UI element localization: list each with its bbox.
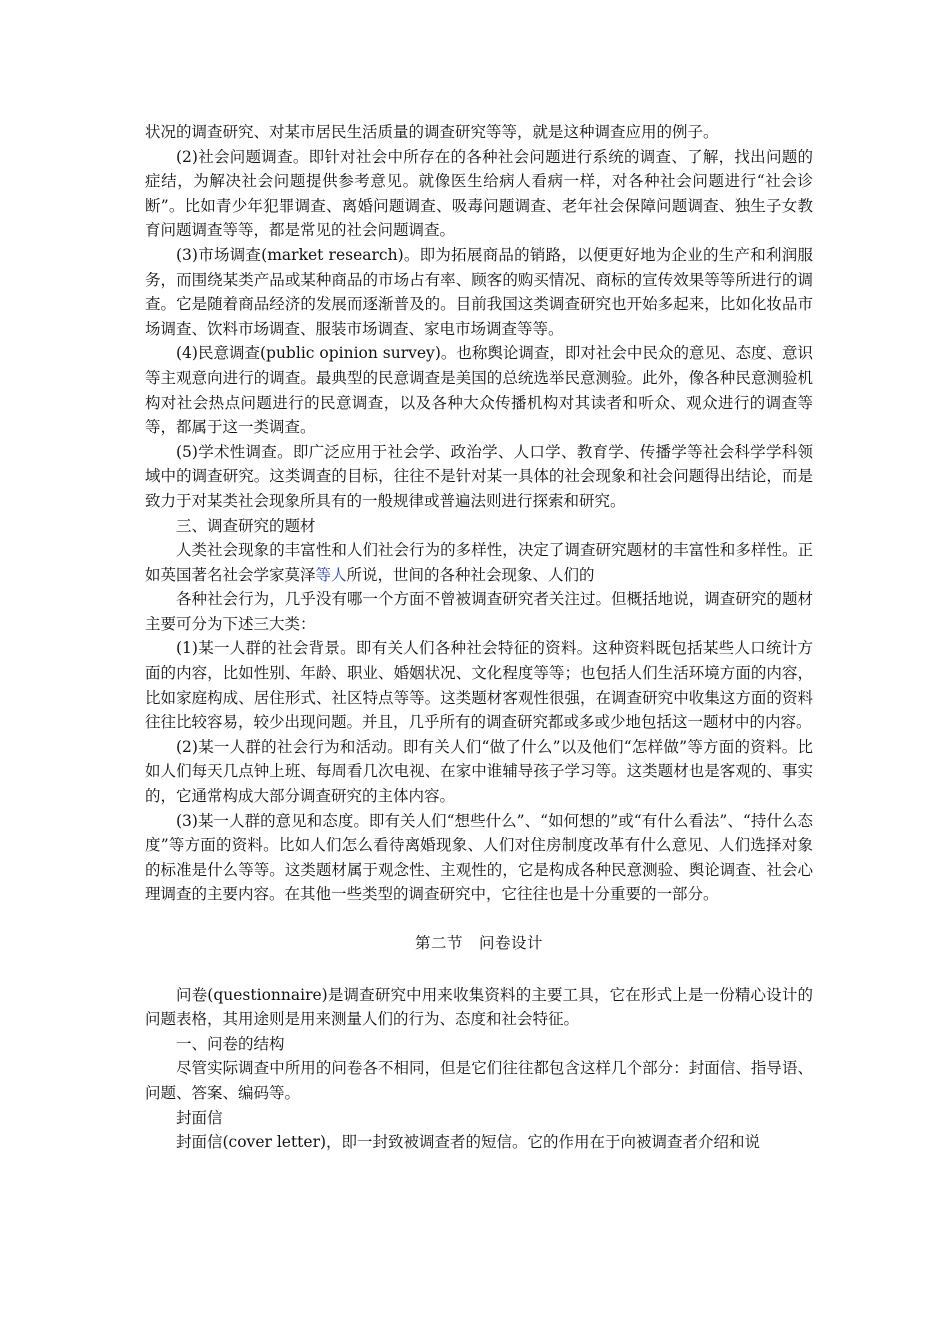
paragraph-intro-continued: 状况的调查研究、对某市居民生活质量的调查研究等等，就是这种调查应用的例子。	[145, 123, 719, 141]
heading-survey-topics: 三、调查研究的题材	[176, 516, 316, 535]
paragraph-topic-diversity-before: 人类社会现象的丰富性和人们社会行为的多样性，决定了调查研究题材的丰富性和多样性。正如英国著名社会学家莫泽	[145, 541, 813, 584]
paragraph-cover-letter: 封面信(cover letter)，即一封致被调查者的短信。它的作用在于向被调查者介绍和说	[176, 1133, 761, 1152]
paragraph-academic-survey: (5)学术性调查。即广泛应用于社会学、政治学、人口学、教育学、传播学等社会科学学科领域中的调查研究。这类调查的目标，往往不是针对某一具体的社会现象和社会问题得出结论，而是致力于对某类社会现象所具有的一般规律或普遍法则进行探索和研究。	[145, 442, 813, 510]
paragraph-public-opinion-survey: (4)民意调查(public opinion survey)。也称舆论调查，即对社会中民众的意见、态度、意识等主观意向进行的调查。最典型的民意调查是美国的总统选举民意测验。此外，像各种民意测验机构对社会热点问题进行的民意调查，以及各种大众传播机构对其读者和听众、观众进行的调查等等，都属于这一类调查。	[145, 344, 813, 437]
paragraph-questionnaire-definition: 问卷(questionnaire)是调查研究中用来收集资料的主要工具，它在形式上是一份精心设计的问题表格，其用途则是用来测量人们的行为、态度和社会特征。	[145, 985, 813, 1029]
paragraph-topic-diversity-after: 所说，世间的各种社会现象、人们的	[346, 565, 595, 584]
link-deng-ren[interactable]: 等人	[315, 565, 347, 584]
paragraph-social-behavior: (2)某一人群的社会行为和活动。即有关人们“做了什么”以及他们“怎样做”等方面的资料。比如人们每天几点钟上班、每周看几次电视、在家中谁辅导孩子学习等。这类题材也是客观的、事实的，它通常构成大部分调查研究的主体内容。	[145, 737, 813, 806]
paragraph-questionnaire-parts: 尽管实际调查中所用的问卷各不相同，但是它们往往都包含这样几个部分：封面信、指导语、问题、答案、编码等。	[145, 1059, 813, 1102]
paragraph-market-research: (3)市场调查(market research)。即为拓展商品的销路，以便更好地为企业的生产和利润服务，而围绕某类产品或某种商品的市场占有率、顾客的购买情况、商标的宣传效果等等所进行的调查。它是随着商品经济的发展而逐渐普及的。目前我国这类调查研究也开始多起来，比如化妆品市场调查、饮料市场调查、服装市场调查、家电市场调查等等。	[145, 245, 813, 338]
paragraph-opinions-attitudes: (3)某一人群的意见和态度。即有关人们“想些什么”、“如何想的”或“有什么看法”、“持什么态度”等方面的资料。比如人们怎么看待离婚现象、人们对住房制度改革有什么意见、人们选择对象的标准是什么等等。这类题材属于观念性、主观性的，它是构成各种民意测验、舆论调查、社会心理调查的主要内容。在其他一些类型的调查研究中，它往往也是十分重要的一部分。	[145, 811, 813, 904]
paragraph-social-problem-survey: (2)社会问题调查。即针对社会中所存在的各种社会问题进行系统的调查、了解，找出问题的症结，为解决社会问题提供参考意见。就像医生给病人看病一样，对各种社会问题进行“社会诊断”。比如青少年犯罪调查、离婚问题调查、吸毒问题调查、老年社会保障问题调查、独生子女教育问题调查等等，都是常见的社会问题调查。	[145, 147, 813, 240]
section-title: 第二节 问卷设计	[414, 934, 543, 952]
paragraph-topic-diversity	[145, 538, 813, 587]
paragraph-topic-categories: 各种社会行为，几乎没有哪一个方面不曾被调查研究者关注过。但概括地说，调查研究的题材主要可分为下述三大类：	[145, 590, 813, 633]
heading-cover-letter: 封面信	[176, 1108, 223, 1127]
document-body	[145, 120, 813, 1155]
paragraph-social-background: (1)某一人群的社会背景。即有关人们各种社会特征的资料。这种资料既包括某些人口统计方面的内容，比如性别、年龄、职业、婚姻状况、文化程度等等；也包括人们生活环境方面的内容，比如家庭构成、居住形式、社区特点等等。这类题材客观性很强，在调查研究中收集这方面的资料往往比较容易，较少出现问题。并且，几乎所有的调查研究都或多或少地包括这一题材中的内容。	[145, 639, 813, 732]
heading-questionnaire-structure: 一、问卷的结构	[176, 1034, 285, 1053]
